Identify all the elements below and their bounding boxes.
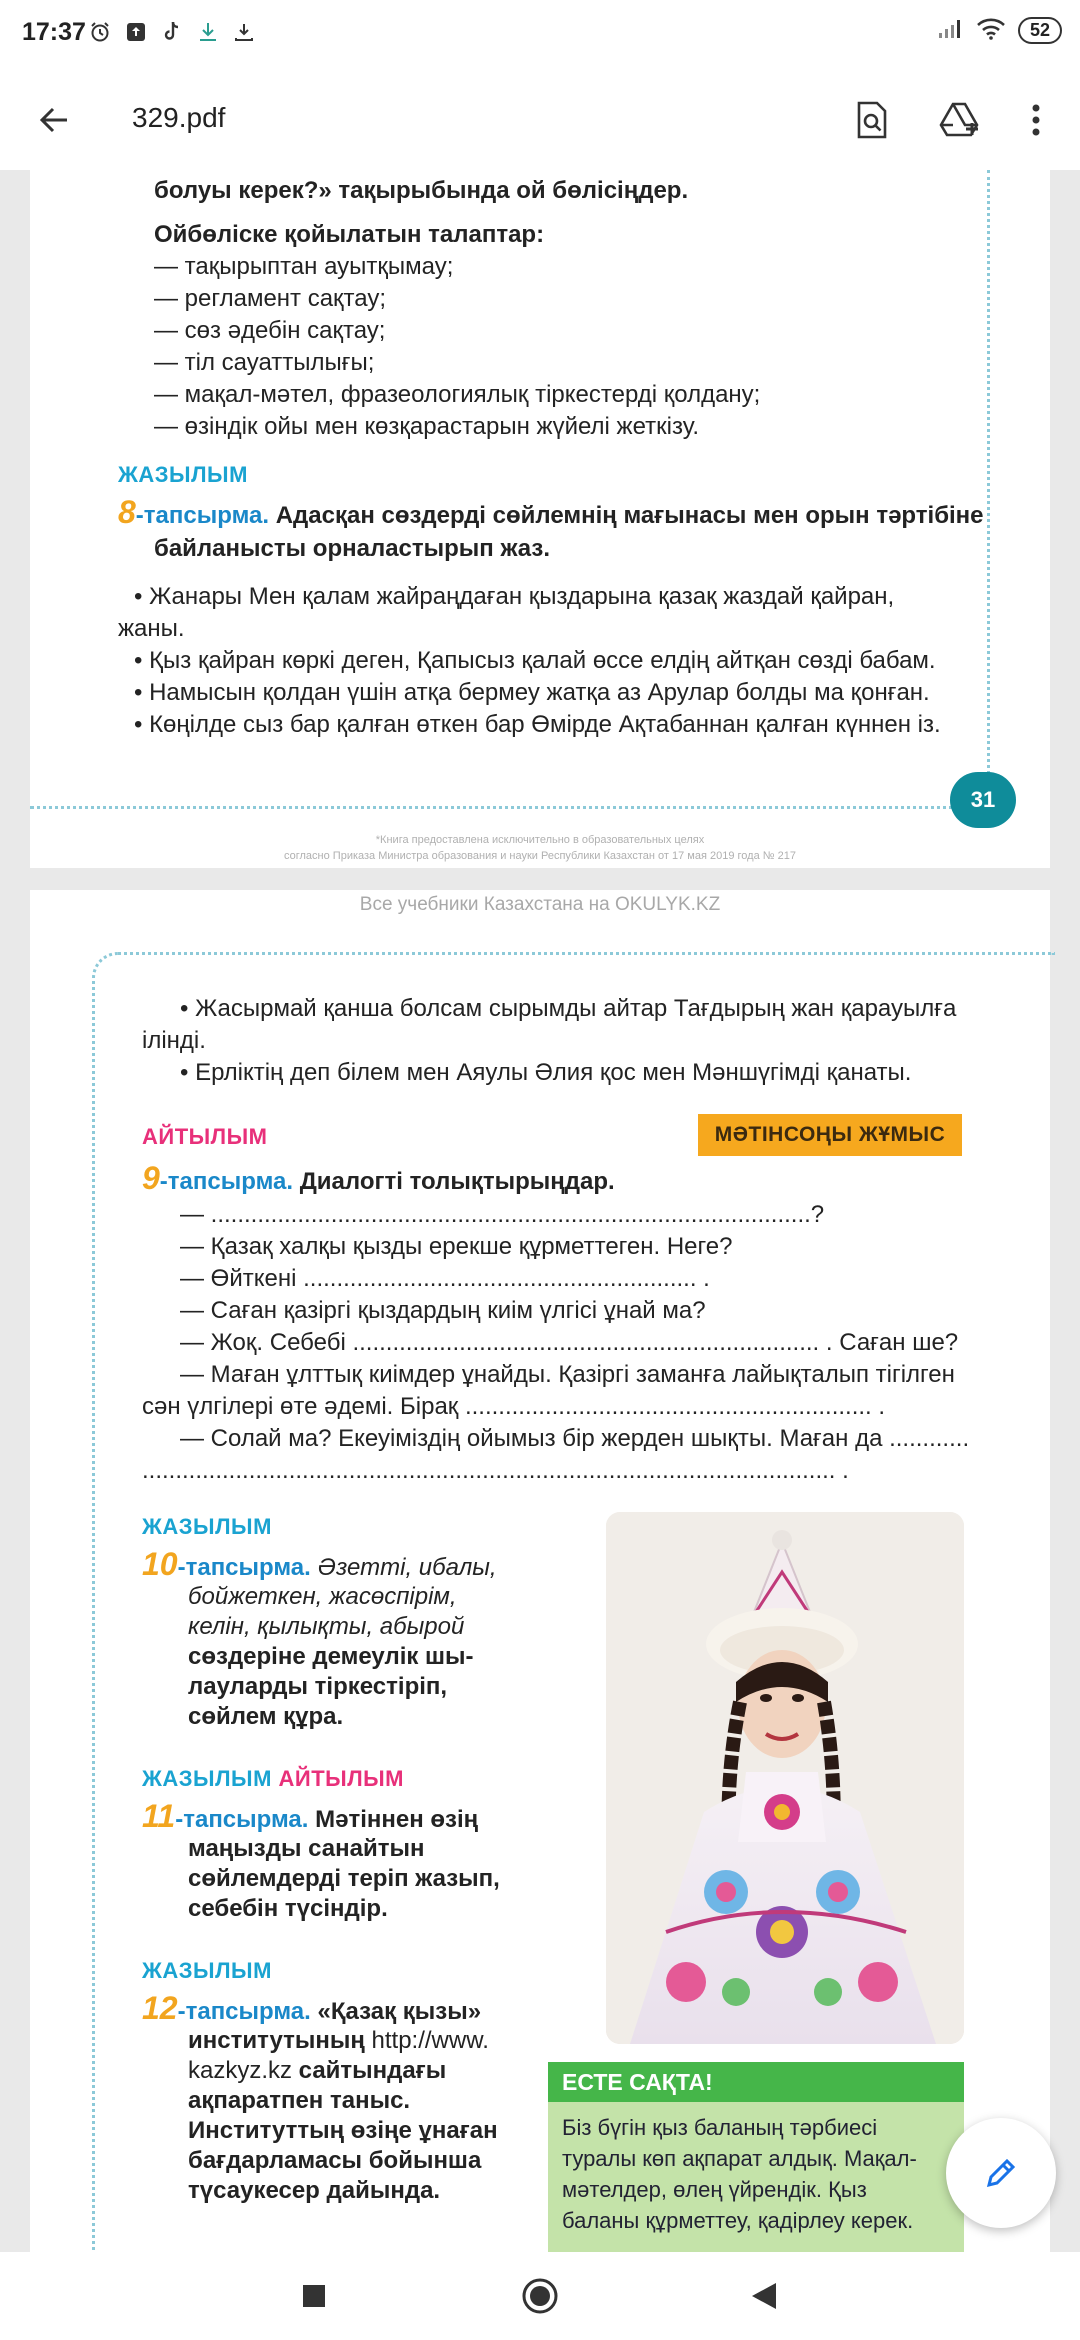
tiktok-icon (160, 20, 184, 44)
drive-add-button[interactable] (936, 96, 984, 144)
upload-box-icon (124, 20, 148, 44)
bullet-line: • Ерліктің деп білем мен Аяулы Әлия қос мен Мәншүгімді қанаты. (180, 1059, 912, 1086)
bullet-line: • Жанары Мен қалам жайраңдаған қыздарына қазақ жаздай қайран, (134, 583, 895, 610)
bullet-line: • Намысын қолдан үшін атқа бермеу жатқа аз Арулар болды ма қонған. (134, 679, 930, 706)
task-text-line (188, 2024, 489, 2057)
task-text: Диалогті толықтырыңдар. (299, 1168, 615, 1195)
system-nav-bar (0, 2252, 1080, 2340)
section-writing-heading: ЖАЗЫЛЫМ (118, 462, 248, 487)
task-text: маңызды санайтын (188, 1835, 425, 1862)
kazakh-girl-photo (606, 1512, 964, 2044)
download-icon (196, 20, 220, 44)
section-writing-heading: ЖАЗЫЛЫМ (142, 1958, 272, 1983)
footnote-line: *Книга предоставлена исключительно в образовательных целях (375, 834, 705, 846)
pdf-page-32 (30, 890, 1050, 2252)
task-9-title (142, 1162, 615, 1198)
status-time: 17:37 (22, 18, 86, 46)
task-text: «Қазақ қызы» (317, 1998, 482, 2025)
dialog-line: — Жоқ. Себебі ...................................................................... . Саған ше? (180, 1329, 959, 1356)
task-words: Әзетті, ибалы, (317, 1554, 497, 1581)
task-text: Институттың өзіңе ұнаған (188, 2117, 498, 2144)
task-number: 12 (142, 1990, 178, 2026)
more-vert-icon (1031, 103, 1041, 137)
pencil-icon (981, 2153, 1021, 2193)
bullet-line: • Көңілде сыз бар қалған өткен бар Өмірде Ақтабаннан қалған күннен із. (134, 711, 941, 738)
task-label: -тапсырма. (175, 1806, 309, 1833)
circle-icon (520, 2276, 560, 2316)
dialog-line: — Қазақ халқы қызды ерекше құрметтеген. Неге? (180, 1233, 733, 1260)
task-text-line2: байланысты орналастырып жаз. (154, 535, 550, 562)
notification-icons (88, 20, 256, 44)
battery-indicator: 52 (1018, 17, 1062, 44)
task-10-title (142, 1548, 497, 1584)
signal-icon (938, 17, 964, 44)
more-options-button[interactable] (1012, 96, 1060, 144)
recents-button[interactable] (292, 2274, 336, 2318)
task-text-line (188, 2054, 446, 2087)
requirement-item: — тіл сауаттылығы; (154, 349, 375, 376)
task-number: 10 (142, 1546, 178, 1582)
task-number: 9 (142, 1160, 160, 1196)
requirement-item: — мақал-мәтел, фразеологиялық тіркестерді қолдану; (154, 381, 761, 408)
task-text: Адасқан сөздерді сөйлемнің мағынасы мен орын тәртібіне (275, 502, 984, 529)
task-label: -тапсырма. (177, 1554, 311, 1581)
remember-heading: ЕСТЕ САҚТА! (548, 2062, 964, 2102)
task-text: институтының (188, 2027, 372, 2054)
task-text: ақпаратпен таныс. (188, 2087, 411, 2114)
section-speaking-label: АЙТЫЛЫМ (278, 1766, 405, 1791)
requirement-item: — сөз әдебін сақтау; (154, 317, 386, 344)
task-text: себебін түсіндір. (188, 1895, 388, 1922)
bullet-line: ілінді. (142, 1027, 206, 1054)
wifi-icon (976, 16, 1006, 45)
remember-text: Біз бүгін қыз баланың тәрбиесі туралы көп ақпарат алдық. Мақал-мәтелдер, өлең үйрендік. Қыз баланы құрметтеу, қадірлеу керек. (548, 2102, 964, 2252)
page-border-dotted (987, 170, 990, 810)
square-icon (301, 2283, 327, 2309)
back-nav-button[interactable] (742, 2274, 786, 2318)
dialog-line: — Саған қазіргі қыздардың киім үлгісі ұнай ма? (180, 1297, 706, 1324)
page-border-dotted-bottom (30, 806, 990, 809)
requirement-item: — регламент сақтау; (154, 285, 387, 312)
task-number: 8 (118, 494, 136, 530)
arrow-left-icon (37, 103, 71, 137)
page-number-badge: 31 (950, 772, 1016, 828)
section-writing-heading: ЖАЗЫЛЫМ (142, 1514, 272, 1539)
task-text: сөйлем құра. (188, 1703, 344, 1730)
section-writing-speaking-heading (142, 1766, 404, 1792)
task-8-title (118, 496, 984, 532)
task-text: Мәтіннен өзің (315, 1806, 479, 1833)
dialog-line: — Солай ма? Екеуіміздің ойымыз бір жерден шықты. Маған да ............ (180, 1425, 970, 1452)
task-words: келін, қылықты, абырой (188, 1613, 465, 1640)
task-text: сайтындағы (292, 2057, 447, 2084)
dialog-line: — Маған ұлттық киімдер ұнайды. Қазіргі заманға лайықталып тігілген (180, 1361, 955, 1388)
url-text: kazkyz.kz (188, 2057, 293, 2084)
task-text: сөйлемдерді теріп жазып, (188, 1865, 500, 1892)
dialog-line: ........................................................................................................ . (142, 1457, 849, 1484)
alarm-icon (88, 20, 112, 44)
watermark-text: Все учебники Казахстана на OKULYK.KZ (359, 894, 721, 915)
dialog-line: — Өйткені ........................................................... . (180, 1265, 710, 1292)
task-number: 11 (142, 1798, 176, 1834)
section-speaking-heading: АЙТЫЛЫМ (142, 1124, 268, 1149)
section-writing-label: ЖАЗЫЛЫМ (142, 1766, 272, 1791)
dialog-line: сән үлгілері өте әдемі. Бірақ ............................................................. . (142, 1393, 886, 1420)
photo-illustration (606, 1512, 964, 2044)
back-button[interactable] (30, 96, 78, 144)
bullet-line: жаны. (118, 615, 185, 642)
task-text: лауларды тіркестіріп, (188, 1673, 448, 1700)
url-text: http://www. (371, 2027, 489, 2054)
home-button[interactable] (518, 2274, 562, 2318)
task-12-title (142, 1992, 481, 2028)
task-label: -тапсырма. (177, 1998, 311, 2025)
search-document-button[interactable] (848, 96, 896, 144)
bullet-line: • Жасырмай қанша болсам сырымды айтар Тағдырың жан қарауылға (180, 995, 957, 1022)
requirement-item: — тақырыптан ауытқымау; (154, 253, 454, 280)
footnote-line: согласно Приказа Министра образования и науки Республики Казахстан от 17 мая 2019 года № 217 (284, 850, 796, 862)
edit-fab-button[interactable] (946, 2118, 1056, 2228)
task-label: -тапсырма. (135, 502, 270, 529)
pdf-page-31 (30, 170, 1050, 868)
status-bar (0, 0, 1080, 70)
task-label: -тапсырма. (159, 1168, 294, 1195)
task-11-title (142, 1800, 478, 1836)
status-right (938, 16, 1062, 45)
download-done-icon (232, 20, 256, 44)
doc-search-icon (855, 101, 889, 139)
triangle-back-icon (750, 2281, 778, 2311)
text-work-label: МӘТІНСОҢЫ ЖҰМЫС (698, 1114, 962, 1156)
requirement-item: — өзіндік ойы мен көзқарастарын жүйелі жеткізу. (154, 413, 699, 440)
task-text: түсаукесер дайында. (188, 2177, 441, 2204)
task-words: бойжеткен, жасөспірім, (188, 1583, 457, 1610)
document-title: 329.pdf (132, 102, 226, 133)
dialog-line: — ..........................................................................................? (180, 1201, 825, 1228)
app-bar (0, 70, 1080, 170)
requirements-title: Ойбөліске қойылатын талаптар: (154, 221, 545, 248)
task-text: сөздеріне демеулік шы- (188, 1643, 474, 1670)
task-text: бағдарламасы бойынша (188, 2147, 482, 2174)
topic-line: болуы керек?» тақырыбында ой бөлісіңдер. (154, 177, 689, 204)
drive-add-icon (939, 101, 981, 139)
bullet-line: • Қыз қайран көркі деген, Қапысыз қалай өссе елдің айтқан сөзді бабам. (134, 647, 936, 674)
